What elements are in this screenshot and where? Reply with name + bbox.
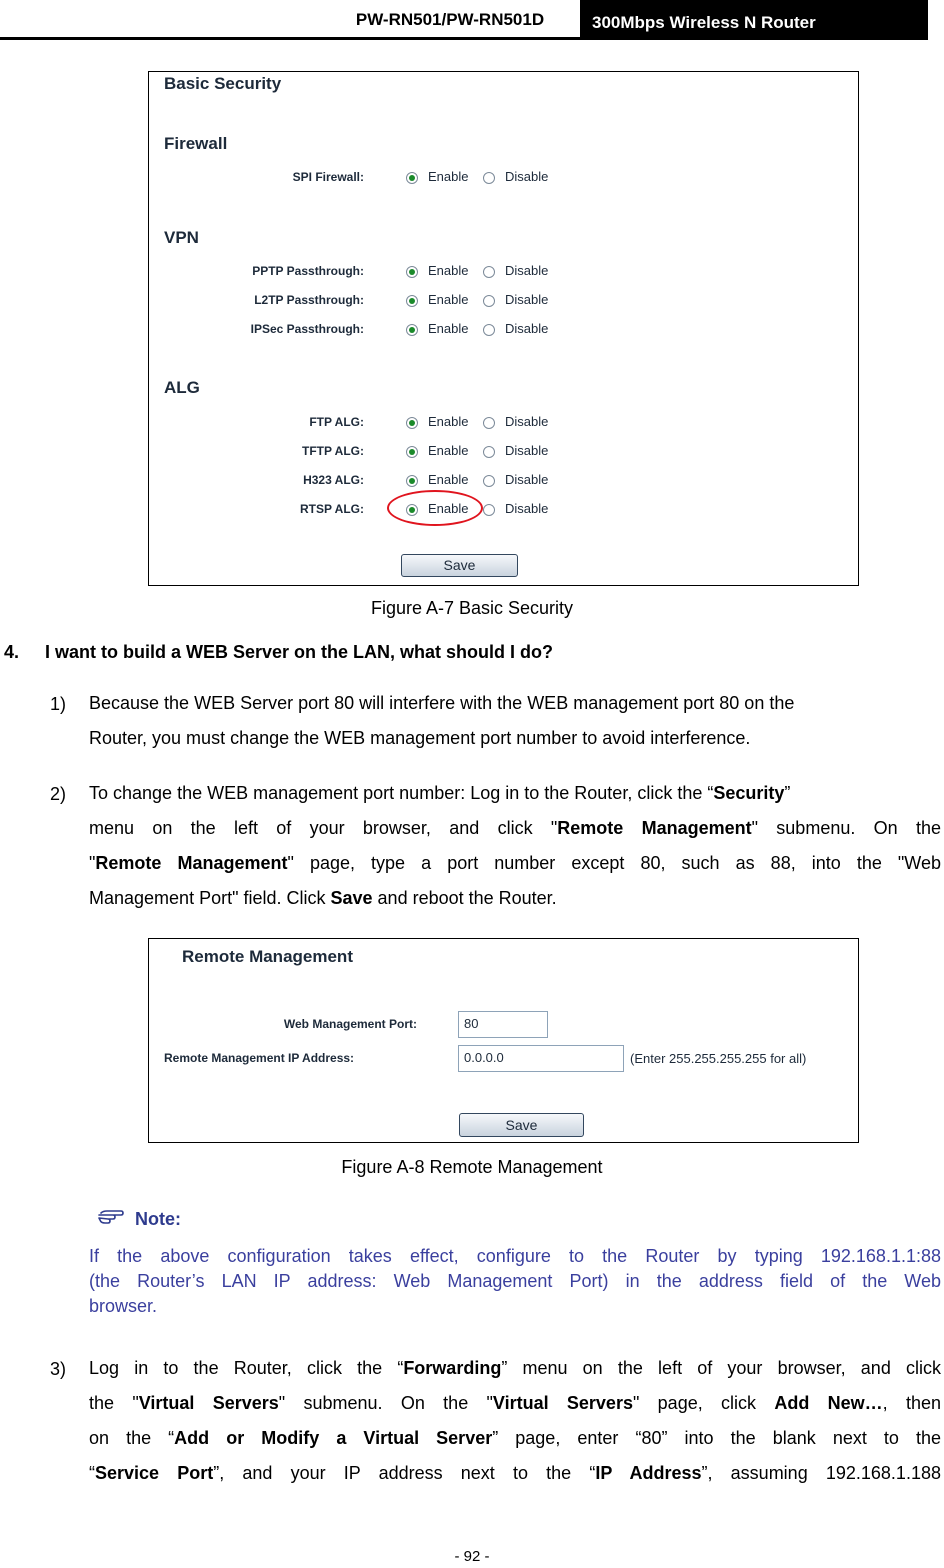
l2tp-passthrough-label: L2TP Passthrough: bbox=[254, 293, 364, 307]
enable-option-label: Enable bbox=[428, 292, 469, 307]
ftp-alg-disable-radio[interactable] bbox=[483, 417, 495, 429]
step-2-line bbox=[89, 881, 941, 916]
web-management-port-input[interactable]: 80 bbox=[458, 1011, 548, 1038]
note-line: (the Router’s LAN IP address: Web Management Port) in the address field of the Web bbox=[89, 1271, 941, 1291]
remote-management-ip-input[interactable]: 0.0.0.0 bbox=[458, 1045, 624, 1072]
disable-option-label: Disable bbox=[505, 321, 549, 336]
remote-management-screenshot bbox=[148, 938, 859, 1143]
h323-alg-disable-radio[interactable] bbox=[483, 475, 495, 487]
disable-option-label: Disable bbox=[505, 472, 549, 487]
pptp-disable-radio[interactable] bbox=[483, 266, 495, 278]
web-management-port-label: Web Management Port: bbox=[283, 1017, 417, 1031]
figure-a7-caption: Figure A-7 Basic Security bbox=[370, 598, 574, 618]
text-run: Management Port" field. Click bbox=[89, 888, 331, 908]
spi-firewall-enable-radio[interactable] bbox=[406, 172, 418, 184]
text-run: " submenu. On the bbox=[751, 818, 941, 838]
tftp-alg-label: TFTP ALG: bbox=[302, 444, 364, 458]
step-1-line: Router, you must change the WEB management port number to avoid interference. bbox=[89, 728, 751, 748]
disable-option-label: Disable bbox=[505, 414, 549, 429]
add-new-ref: Add New… bbox=[774, 1393, 883, 1413]
step-number: 2) bbox=[50, 784, 67, 804]
text-run: the " bbox=[89, 1393, 139, 1413]
disable-option-label: Disable bbox=[505, 443, 549, 458]
ipsec-enable-radio[interactable] bbox=[406, 324, 418, 336]
remote-management-ref: Remote Management bbox=[557, 818, 752, 838]
step-3-line bbox=[89, 1456, 941, 1491]
basic-security-screenshot bbox=[148, 71, 859, 586]
text-run: , then bbox=[882, 1393, 941, 1413]
enable-option-label: Enable bbox=[428, 263, 469, 278]
save-ref: Save bbox=[330, 888, 373, 908]
header-model: PW-RN501/PW-RN501D bbox=[355, 10, 545, 29]
firewall-heading: Firewall bbox=[164, 134, 228, 153]
step-number: 3) bbox=[50, 1359, 67, 1379]
disable-option-label: Disable bbox=[505, 169, 549, 184]
text-run: " submenu. On the " bbox=[278, 1393, 493, 1413]
text-run: Log in to the Router, click the “ bbox=[89, 1358, 404, 1378]
question-text: I want to build a WEB Server on the LAN, what should I do? bbox=[45, 642, 554, 662]
enable-option-label: Enable bbox=[428, 472, 469, 487]
disable-option-label: Disable bbox=[505, 501, 549, 516]
note-line: If the above configuration takes effect, configure to the Router by typing 192.168.1.1:88 bbox=[89, 1246, 941, 1266]
pptp-enable-radio[interactable] bbox=[406, 266, 418, 278]
step-1-line: Because the WEB Server port 80 will interfere with the WEB management port 80 on the bbox=[89, 693, 795, 713]
text-run: ” page, enter “80” into the blank next to the bbox=[492, 1428, 941, 1448]
text-run: ” bbox=[784, 783, 791, 803]
remote-management-ref: Remote Management bbox=[95, 853, 288, 873]
step-3-line bbox=[89, 1421, 941, 1456]
enable-option-label: Enable bbox=[428, 414, 469, 429]
ipsec-disable-radio[interactable] bbox=[483, 324, 495, 336]
text-run: To change the WEB management port number: Log in to the Router, click the “ bbox=[89, 783, 714, 803]
note-line: browser. bbox=[89, 1296, 158, 1316]
security-menu-ref: Security bbox=[713, 783, 785, 803]
header-title: 300Mbps Wireless N Router bbox=[580, 0, 928, 40]
step-2-line bbox=[89, 846, 941, 881]
service-port-ref: Service Port bbox=[95, 1463, 214, 1483]
step-3-line bbox=[89, 1386, 941, 1421]
remote-management-ip-label: Remote Management IP Address: bbox=[164, 1051, 355, 1065]
step-number: 1) bbox=[50, 694, 67, 714]
note-heading: Note: bbox=[135, 1209, 181, 1229]
ipsec-passthrough-label: IPSec Passthrough: bbox=[250, 322, 364, 336]
enable-option-label: Enable bbox=[428, 321, 469, 336]
text-run: menu on the left of your browser, and click " bbox=[89, 818, 558, 838]
spi-firewall-disable-radio[interactable] bbox=[483, 172, 495, 184]
ip-hint-text: (Enter 255.255.255.255 for all) bbox=[630, 1051, 807, 1066]
l2tp-enable-radio[interactable] bbox=[406, 295, 418, 307]
ftp-alg-label: FTP ALG: bbox=[309, 415, 364, 429]
text-run: " page, click bbox=[632, 1393, 775, 1413]
enable-option-label: Enable bbox=[428, 501, 469, 516]
text-run: " page, type a port number except 80, such as 88, into the "Web bbox=[287, 853, 941, 873]
text-run: and reboot the Router. bbox=[372, 888, 557, 908]
text-run: on the “ bbox=[89, 1428, 175, 1448]
step-1-text bbox=[89, 686, 941, 756]
text-run: ”, assuming 192.168.1.188 bbox=[701, 1463, 941, 1483]
tftp-alg-enable-radio[interactable] bbox=[406, 446, 418, 458]
rtsp-alg-enable-radio[interactable] bbox=[406, 504, 418, 516]
text-run: ”, and your IP address next to the “ bbox=[213, 1463, 596, 1483]
question-number: 4. bbox=[4, 642, 20, 662]
disable-option-label: Disable bbox=[505, 263, 549, 278]
remote-management-title: Remote Management bbox=[182, 947, 353, 966]
basic-security-title: Basic Security bbox=[164, 74, 282, 93]
text-run: " bbox=[89, 853, 96, 873]
step-2-text bbox=[89, 776, 941, 916]
step-3-text bbox=[89, 1351, 941, 1491]
rtsp-alg-label: RTSP ALG: bbox=[299, 502, 364, 516]
virtual-servers-ref: Virtual Servers bbox=[138, 1393, 279, 1413]
vpn-heading: VPN bbox=[164, 228, 199, 247]
spi-firewall-label: SPI Firewall: bbox=[292, 170, 364, 184]
virtual-servers-ref: Virtual Servers bbox=[492, 1393, 633, 1413]
h323-alg-enable-radio[interactable] bbox=[406, 475, 418, 487]
pptp-passthrough-label: PPTP Passthrough: bbox=[252, 264, 364, 278]
text-run: “ bbox=[89, 1463, 95, 1483]
page-number: - 92 - bbox=[454, 1548, 490, 1565]
save-button[interactable]: Save bbox=[401, 554, 518, 577]
l2tp-disable-radio[interactable] bbox=[483, 295, 495, 307]
disable-option-label: Disable bbox=[505, 292, 549, 307]
step-3-line bbox=[89, 1351, 941, 1386]
forwarding-menu-ref: Forwarding bbox=[403, 1358, 502, 1378]
text-run: ” menu on the left of your browser, and click bbox=[501, 1358, 941, 1378]
ftp-alg-enable-radio[interactable] bbox=[406, 417, 418, 429]
h323-alg-label: H323 ALG: bbox=[303, 473, 364, 487]
header-rule bbox=[0, 37, 580, 40]
ip-address-ref: IP Address bbox=[595, 1463, 702, 1483]
alg-heading: ALG bbox=[164, 378, 200, 397]
text-run bbox=[89, 776, 790, 811]
enable-option-label: Enable bbox=[428, 443, 469, 458]
pointing-hand-icon bbox=[97, 1207, 125, 1232]
save-button[interactable]: Save bbox=[459, 1113, 584, 1137]
step-2-line bbox=[89, 776, 941, 811]
note-text bbox=[89, 1244, 941, 1319]
tftp-alg-disable-radio[interactable] bbox=[483, 446, 495, 458]
add-modify-virtual-server-ref: Add or Modify a Virtual Server bbox=[174, 1428, 493, 1448]
step-2-line bbox=[89, 811, 941, 846]
figure-a8-caption: Figure A-8 Remote Management bbox=[341, 1157, 603, 1177]
enable-option-label: Enable bbox=[428, 169, 469, 184]
rtsp-alg-disable-radio[interactable] bbox=[483, 504, 495, 516]
